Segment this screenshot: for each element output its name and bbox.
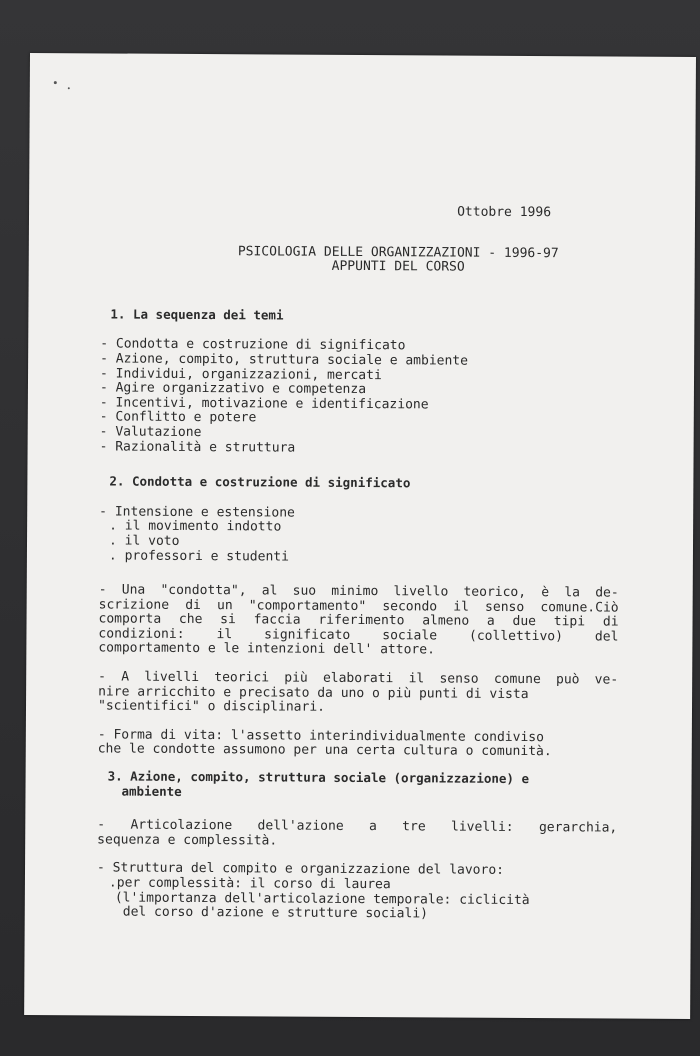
paragraph-line: comporta che si faccia riferimento almeno a due tipi di (98, 611, 619, 630)
paragraph (98, 583, 618, 659)
list-item: - Conflitto e potere (99, 409, 257, 426)
paragraph-line: nire arricchito e precisato da uno o più punti di vista (98, 684, 529, 702)
list-item: - Valutazione (99, 424, 202, 440)
topic-list (100, 338, 621, 458)
paragraph-line: condizioni: il significato sociale (collettivo) del (98, 626, 619, 645)
paragraph-line: comportamento e le intenzioni dell' attore. (98, 640, 435, 658)
list-item: - Agire organizzativo e competenza (99, 380, 367, 398)
document-body (97, 203, 621, 923)
paper-speck (54, 81, 57, 84)
section-heading: 2. Condotta e costruzione di significato (109, 473, 411, 491)
list-item: - Condotta e costruzione di significato (100, 336, 406, 354)
sub-item: . il movimento indotto (109, 518, 282, 535)
list-item: - Azione, compito, struttura sociale e ambiente (100, 351, 469, 369)
paragraph-line: - A livelli teorici più elaborati il senso comune può ve- (98, 669, 619, 688)
paragraph-line: "scientifici" o disciplinari. (97, 698, 326, 716)
list-item: - Individui, organizzazioni, mercati (100, 365, 382, 383)
paper-speck (68, 87, 70, 89)
paragraph-line: - Struttura del compito e organizzazione del lavoro: (96, 860, 505, 879)
paragraph (97, 819, 617, 851)
section-heading-line: 3. Azione, compito, struttura sociale (organizzazione) e (107, 768, 530, 787)
paragraph-line: - Articolazione dell'azione a tre livelli: gerarchia, (97, 817, 618, 836)
section-heading-line: ambiente (121, 783, 182, 799)
title-line-1: PSICOLOGIA DELLE ORGANIZZAZIONI - 1996-97 (237, 243, 559, 261)
document-date: Ottobre 1996 (457, 204, 552, 221)
paragraph (97, 862, 617, 924)
list-item: - Incentivi, motivazione e identificazione (99, 395, 429, 413)
paragraph-line: - Una "condotta", al suo minimo livello teorico, è la de- (98, 582, 619, 601)
paragraph-line: del corso d'azione e strutture sociali) (122, 904, 429, 922)
section-heading (97, 769, 617, 801)
list-item: - Intensione e estensione (99, 504, 295, 521)
paper-sheet (24, 53, 696, 1019)
paragraph-line: - Forma di vita: l'assetto interindividualmente condiviso (97, 727, 545, 745)
sub-item: . il voto (108, 533, 180, 549)
title-line-2: APPUNTI DEL CORSO (331, 259, 465, 275)
document-title (101, 244, 621, 276)
paragraph-line: che le condotte assumono per una certa cultura o comunità. (97, 741, 552, 760)
paragraph (98, 728, 618, 760)
paragraph (98, 670, 618, 717)
paragraph-line: .per complessità: il corso di laurea (108, 875, 391, 893)
paragraph-line: sequenza e complessità. (97, 832, 278, 849)
section-heading: 1. La sequenza dei temi (110, 306, 284, 323)
paragraph-line: scrizione di un "comportamento" secondo il senso comune.Ciò (98, 597, 619, 616)
paragraph-line: (l'importanza dell'articolazione temporale: ciclicità (114, 890, 530, 908)
sub-item: . professori e studenti (108, 547, 289, 565)
list-item: - Razionalità e struttura (99, 438, 296, 456)
